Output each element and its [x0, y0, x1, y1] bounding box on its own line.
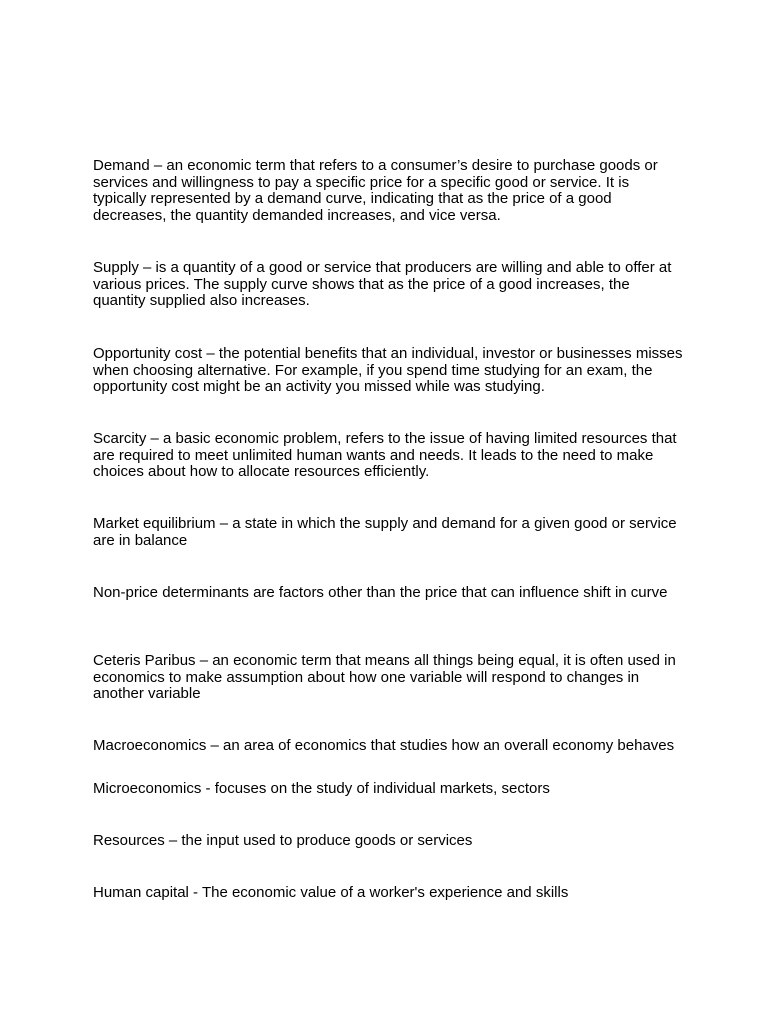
definition-opportunity-cost: Opportunity cost – the potential benefits that an individual, investor or businesses misses when choosing alternative. For example, if you spend time studying for an exam, the opportunity cost might be an activity you missed while was studying.	[93, 345, 683, 395]
definition-microeconomics: Microeconomics - focuses on the study of individual markets, sectors	[93, 780, 550, 797]
definition-macroeconomics: Macroeconomics – an area of economics that studies how an overall economy behaves	[93, 737, 675, 754]
definition-demand: Demand – an economic term that refers to a consumer’s desire to purchase goods or services and willingness to pay a specific price for a specific good or service. It is typically represented by a demand curve, indicating that as the price of a good decreases, the quantity demanded increases, and vice versa.	[93, 157, 658, 224]
definition-non-price-determinants: Non-price determinants are factors other than the price that can influence shift in curve	[93, 584, 668, 601]
definition-supply: Supply – is a quantity of a good or service that producers are willing and able to offer at various prices. The supply curve shows that as the price of a good increases, the quantity supplied also increases.	[93, 259, 672, 309]
definition-ceteris-paribus: Ceteris Paribus – an economic term that means all things being equal, it is often used in economics to make assumption about how one variable will respond to changes in another variable	[93, 652, 676, 702]
definition-scarcity: Scarcity – a basic economic problem, refers to the issue of having limited resources that are required to meet unlimited human wants and needs. It leads to the need to make choices about how to allocate resources efficiently.	[93, 430, 677, 480]
definition-human-capital: Human capital - The economic value of a worker's experience and skills	[93, 884, 569, 901]
definition-market-equilibrium: Market equilibrium – a state in which the supply and demand for a given good or service are in balance	[93, 515, 677, 549]
definition-resources: Resources – the input used to produce goods or services	[93, 832, 473, 849]
